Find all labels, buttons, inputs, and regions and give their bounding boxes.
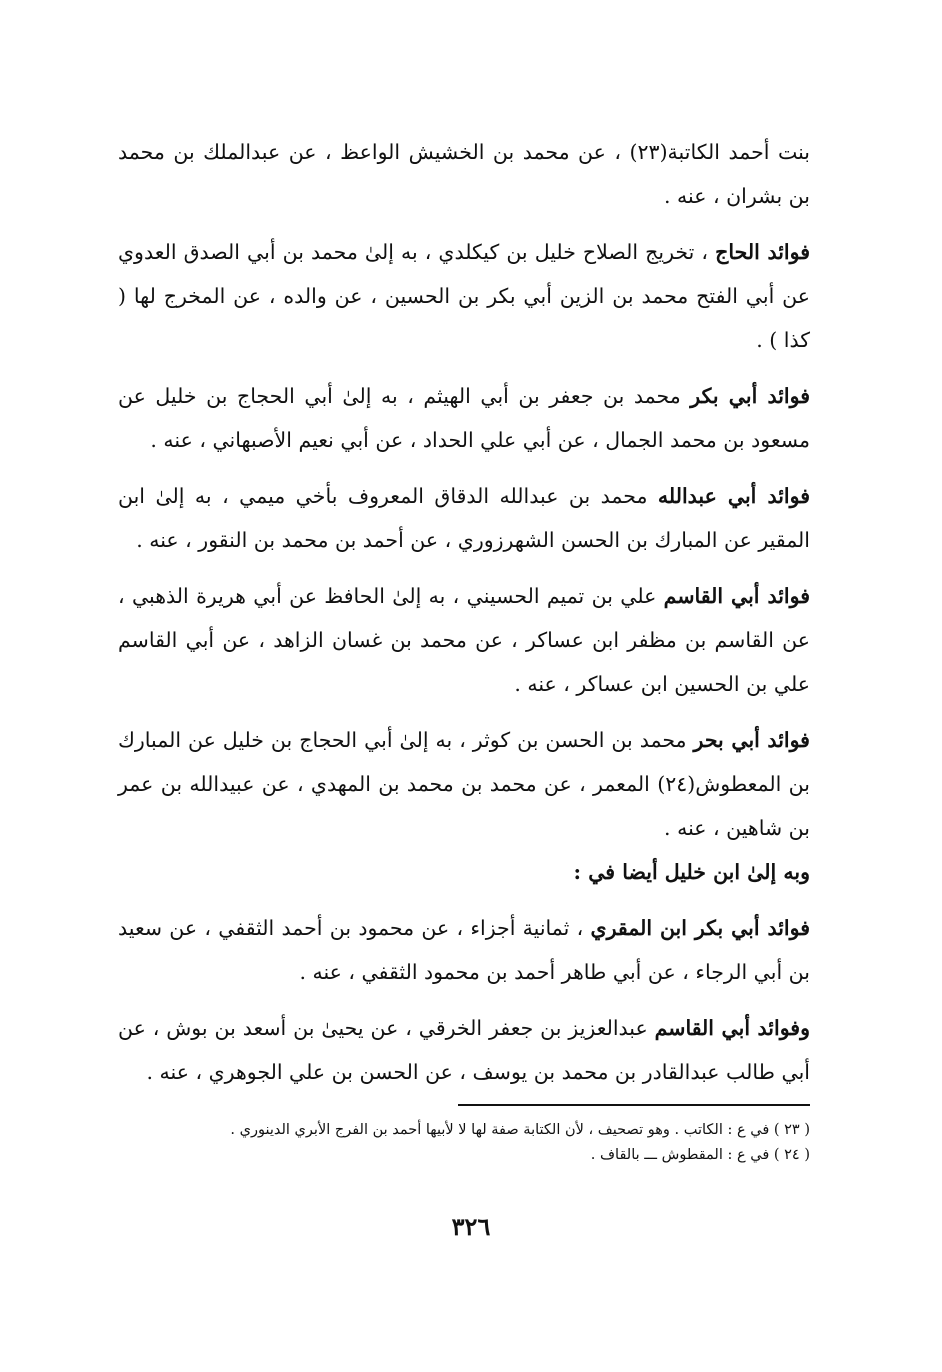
paragraph-3 [118, 374, 810, 462]
page-number: ٣٢٦ [451, 1212, 491, 1241]
paragraph-9 [118, 1006, 810, 1094]
paragraph-3-lead: فوائد أبي بكر [690, 384, 810, 408]
footnote-divider [458, 1104, 810, 1106]
paragraph-1-text: بنت أحمد الكاتبة(٢٣) ، عن محمد بن الخشيش الواعظ ، عن عبدالملك بن محمد بن بشران ، عنه . [118, 140, 810, 208]
main-text [118, 130, 810, 1094]
paragraph-2 [118, 230, 810, 362]
paragraph-5 [118, 574, 810, 706]
paragraph-9-text: عبدالعزيز بن جعفر الخرقي ، عن يحيىٰ بن أسعد بن بوش ، عن أبي طالب عبدالقادر بن محمد بن يوسف ، عن الحسن بن علي الجوهري ، عنه . [118, 1016, 810, 1084]
paragraph-6 [118, 718, 810, 850]
paragraph-8-lead: فوائد أبي بكر ابن المقري [590, 916, 811, 940]
paragraph-5-lead: فوائد أبي القاسم [663, 584, 810, 608]
paragraph-6-lead: فوائد أبي بحر [693, 728, 810, 752]
paragraph-4-lead: فوائد أبي عبدالله [657, 484, 810, 508]
footnote-24: ( ٢٤ ) في ع : المقطوش ـــ بالقاف . [590, 1147, 810, 1163]
paragraph-9-lead: وفوائد أبي القاسم [654, 1016, 810, 1040]
paragraph-4-text: محمد بن عبدالله الدقاق المعروف بأخي ميمي ، به إلىٰ ابن المقير عن المبارك بن الحسن الشهرزوري ، عن أحمد بن محمد بن النقور ، عنه . [118, 484, 810, 552]
paragraph-8 [118, 906, 810, 994]
paragraph-8-text: ، ثمانية أجزاء ، عن محمود بن أحمد الثقفي ، عن سعيد بن أبي الرجاء ، عن أبي طاهر أحمد بن محمود الثقفي ، عنه . [118, 916, 810, 984]
paragraph-3-text: محمد بن جعفر بن أبي الهيثم ، به إلىٰ أبي الحجاج بن خليل عن مسعود بن محمد الجمال ، عن أبي علي الحداد ، عن أبي نعيم الأصبهاني ، عنه . [118, 384, 810, 452]
paragraph-7 [118, 850, 810, 894]
footnotes [118, 1118, 810, 1168]
paragraph-4 [118, 474, 810, 562]
paragraph-7-lead: وبه إلىٰ ابن خليل أيضا في : [573, 860, 810, 884]
paragraph-1 [118, 130, 810, 218]
paragraph-5-text: علي بن تميم الحسيني ، به إلىٰ الحافظ عن أبي هريرة الذهبي ، عن القاسم بن مظفر ابن عساكر ، عن محمد بن غسان الزاهد ، عن أبي القاسم علي بن الحسين ابن عساكر ، عنه . [118, 584, 810, 696]
paragraph-2-lead: فوائد الحاج [715, 240, 810, 264]
paragraph-6-text: محمد بن الحسن بن كوثر ، به إلىٰ أبي الحجاج بن خليل عن المبارك بن المعطوش(٢٤) المعمر ، عن محمد بن محمد بن المهدي ، عن عبيدالله بن عمر بن شاهين ، عنه . [118, 728, 810, 840]
paragraph-2-text: ، تخريج الصلاح خليل بن كيكلدي ، به إلىٰ محمد بن أبي الصدق العدوي عن أبي الفتح محمد بن الزين أبي بكر بن الحسين ، عن والده ، عن المخرج لها ( كذا ) . [118, 240, 810, 352]
footnote-23: ( ٢٣ ) في ع : الكاتب . وهو تصحيف ، لأن الكتابة صفة لها لا لأبيها أحمد بن الفرج الأبري الدينوري . [230, 1122, 810, 1138]
